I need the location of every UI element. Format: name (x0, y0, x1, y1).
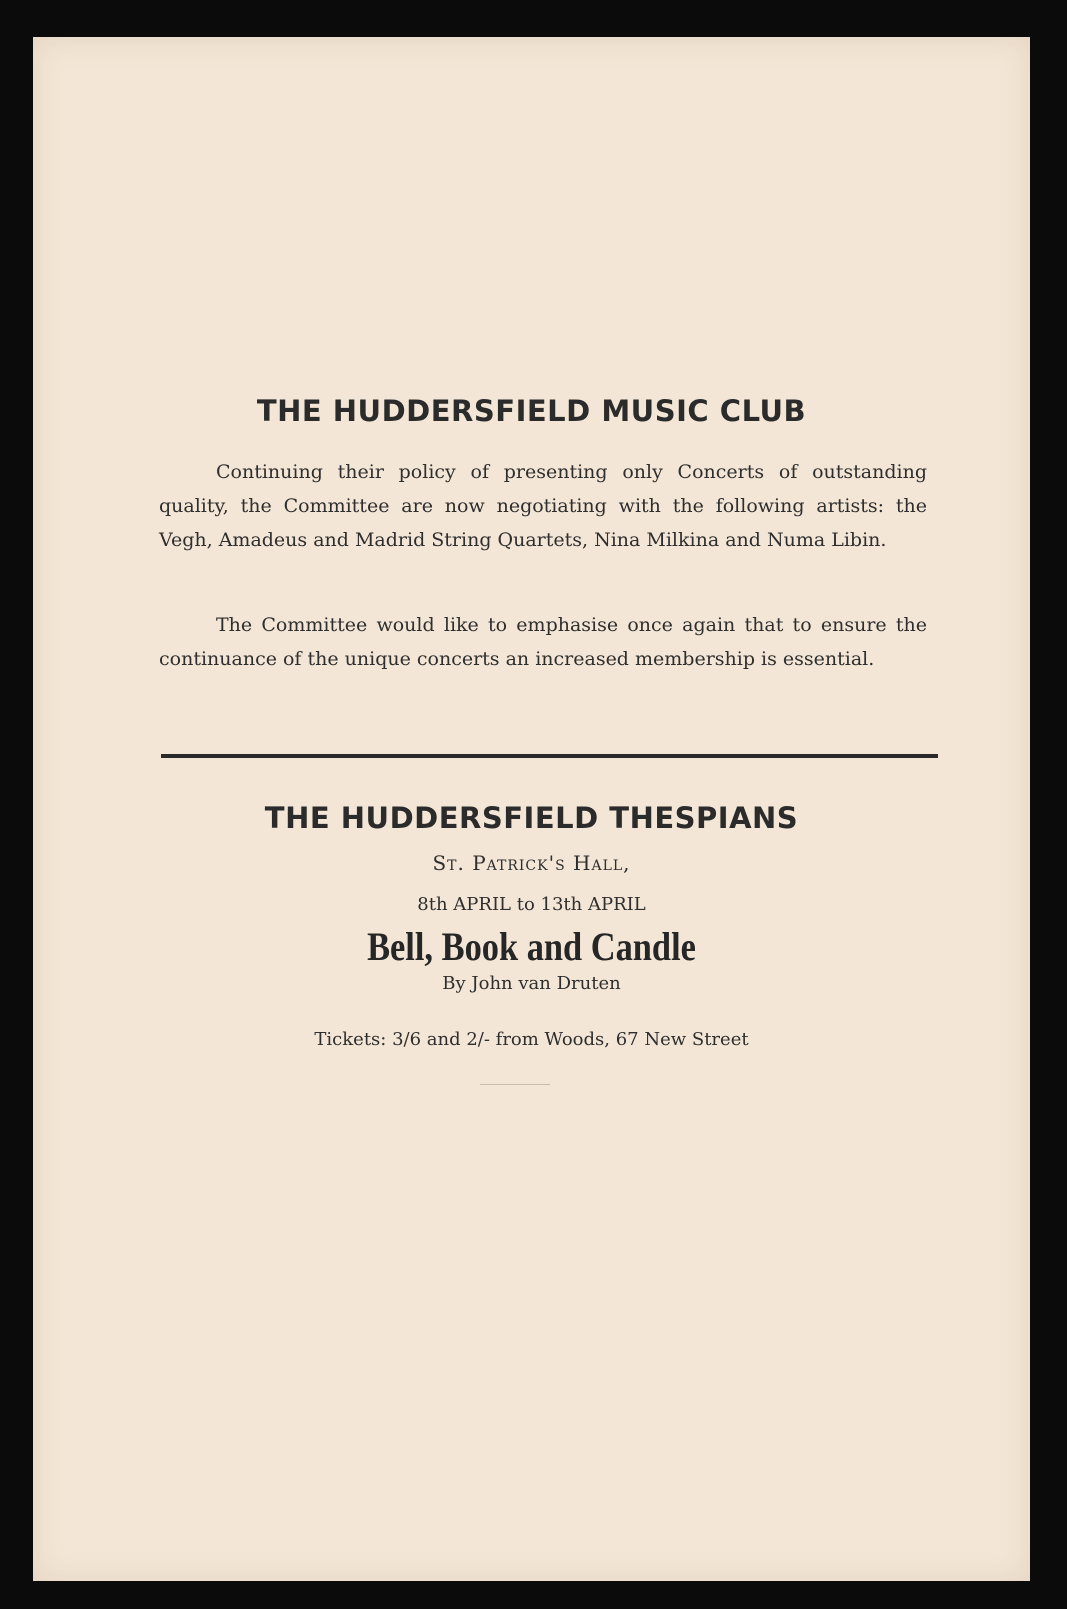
venue-line: St. Patrick's Hall, (432, 851, 631, 875)
programme-page (33, 37, 1030, 1581)
short-divider (480, 1084, 550, 1085)
music-club-paragraph-membership: The Committee would like to emphasise once again that to ensure the continuance of the unique concerts an increased membership is essential. (159, 614, 927, 670)
section-divider (161, 754, 938, 758)
thespians-heading: THE HUDDERSFIELD THESPIANS (264, 801, 799, 835)
play-title: Bell, Book and Candle (367, 924, 696, 969)
performance-dates: 8th APRIL to 13th APRIL (417, 894, 646, 915)
play-author: By John van Druten (442, 973, 621, 994)
music-club-heading: THE HUDDERSFIELD MUSIC CLUB (256, 394, 807, 428)
music-club-paragraph-artists: Continuing their policy of presenting only Concerts of outstanding quality, the Committee are now negotiating with the following artists: the Vegh, Amadeus and Madrid String Quartets, Nina Milkina and Numa Libin. (159, 461, 927, 551)
show-through-text (323, 145, 330, 170)
ticket-info: Tickets: 3/6 and 2/- from Woods, 67 New Street (314, 1029, 749, 1050)
